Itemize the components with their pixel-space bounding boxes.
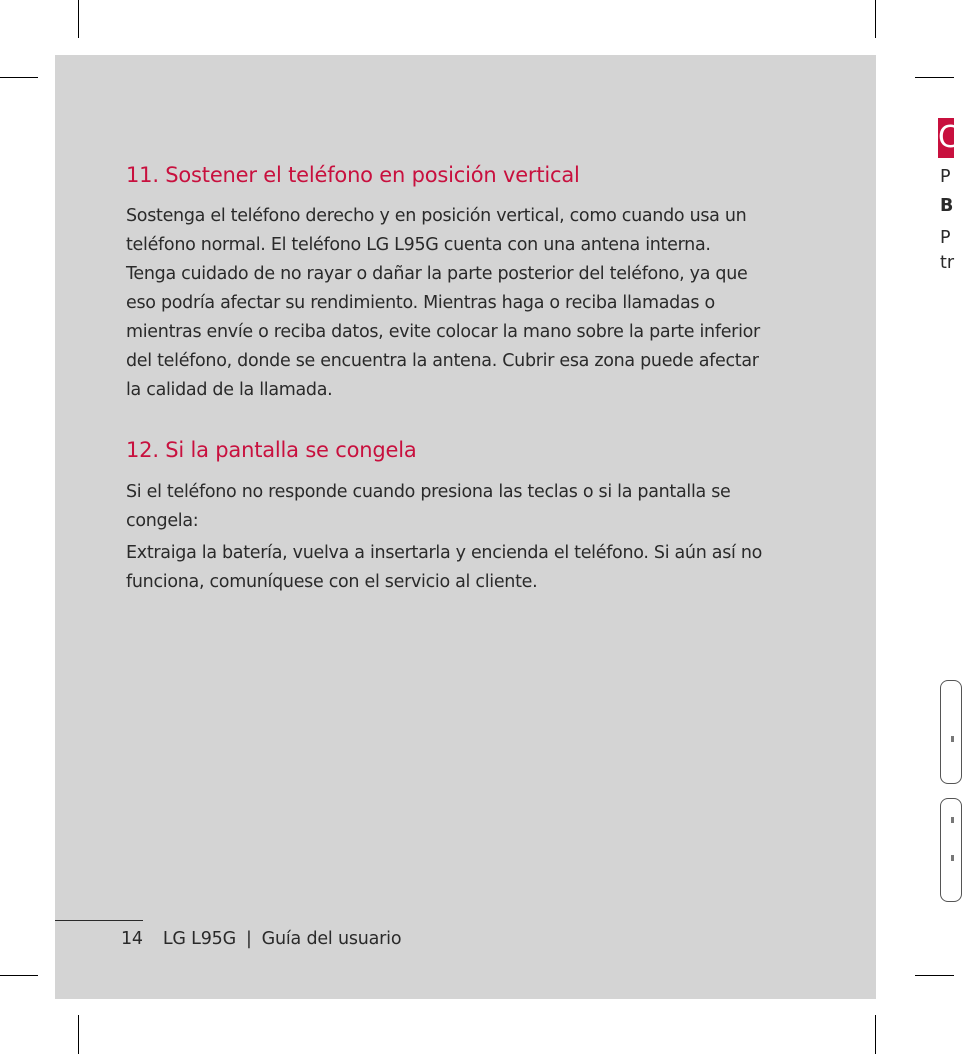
manual-page: [55, 55, 876, 999]
page-number: 14: [121, 929, 143, 949]
body-line: congela:: [126, 511, 199, 531]
section-body-screen-freeze-steps: [126, 539, 762, 597]
body-line: Extraiga la batería, vuelva a insertarla y encienda el teléfono. Si aún así no: [126, 543, 763, 563]
callout-mark: [951, 736, 954, 742]
body-line: Si el teléfono no responde cuando presiona las teclas o si la pantalla se: [126, 482, 731, 502]
body-line: Sostenga el teléfono derecho y en posición vertical, como cuando usa un: [126, 206, 747, 226]
body-line: eso podría afectar su rendimiento. Mientras haga o reciba llamadas o: [126, 293, 715, 313]
crop-mark: [0, 975, 38, 976]
crop-mark: [915, 77, 954, 78]
crop-mark: [0, 77, 38, 78]
body-line: la calidad de la llamada.: [126, 380, 333, 400]
callout-mark: [951, 817, 954, 823]
next-page-text: B: [940, 196, 954, 216]
crop-mark: [915, 975, 954, 976]
section-body-screen-freeze: [126, 478, 731, 536]
footer-model: LG L95G: [162, 929, 236, 949]
footer-separator: |: [245, 929, 252, 949]
next-page-text: P: [940, 167, 951, 187]
next-page-callout-box: [940, 680, 962, 784]
next-page-section-tab: C: [938, 118, 954, 158]
next-page-text: P: [940, 228, 951, 248]
page-footer: [121, 929, 401, 949]
callout-mark: [951, 855, 954, 861]
crop-mark: [78, 0, 79, 38]
body-line: funciona, comuníquese con el servicio al cliente.: [126, 572, 538, 592]
body-line: teléfono normal. El teléfono LG L95G cuenta con una antena interna.: [126, 235, 711, 255]
body-line: Tenga cuidado de no rayar o dañar la parte posterior del teléfono, ya que: [126, 264, 748, 284]
section-title-hold-phone: 11. Sostener el teléfono en posición vertical: [126, 163, 580, 187]
body-line: del teléfono, donde se encuentra la antena. Cubrir esa zona puede afectar: [126, 351, 759, 371]
crop-mark: [875, 0, 876, 38]
crop-mark: [78, 1015, 79, 1054]
next-page-text: tr: [940, 253, 955, 273]
crop-mark: [875, 1015, 876, 1054]
footer-guide-title: Guía del usuario: [261, 929, 402, 949]
body-line: mientras envíe o reciba datos, evite colocar la mano sobre la parte inferior: [126, 322, 760, 342]
next-page-callout-box: [940, 798, 962, 902]
footer-rule: [55, 920, 143, 921]
section-body-hold-phone: [126, 202, 760, 405]
section-title-screen-freeze: 12. Si la pantalla se congela: [126, 438, 417, 462]
